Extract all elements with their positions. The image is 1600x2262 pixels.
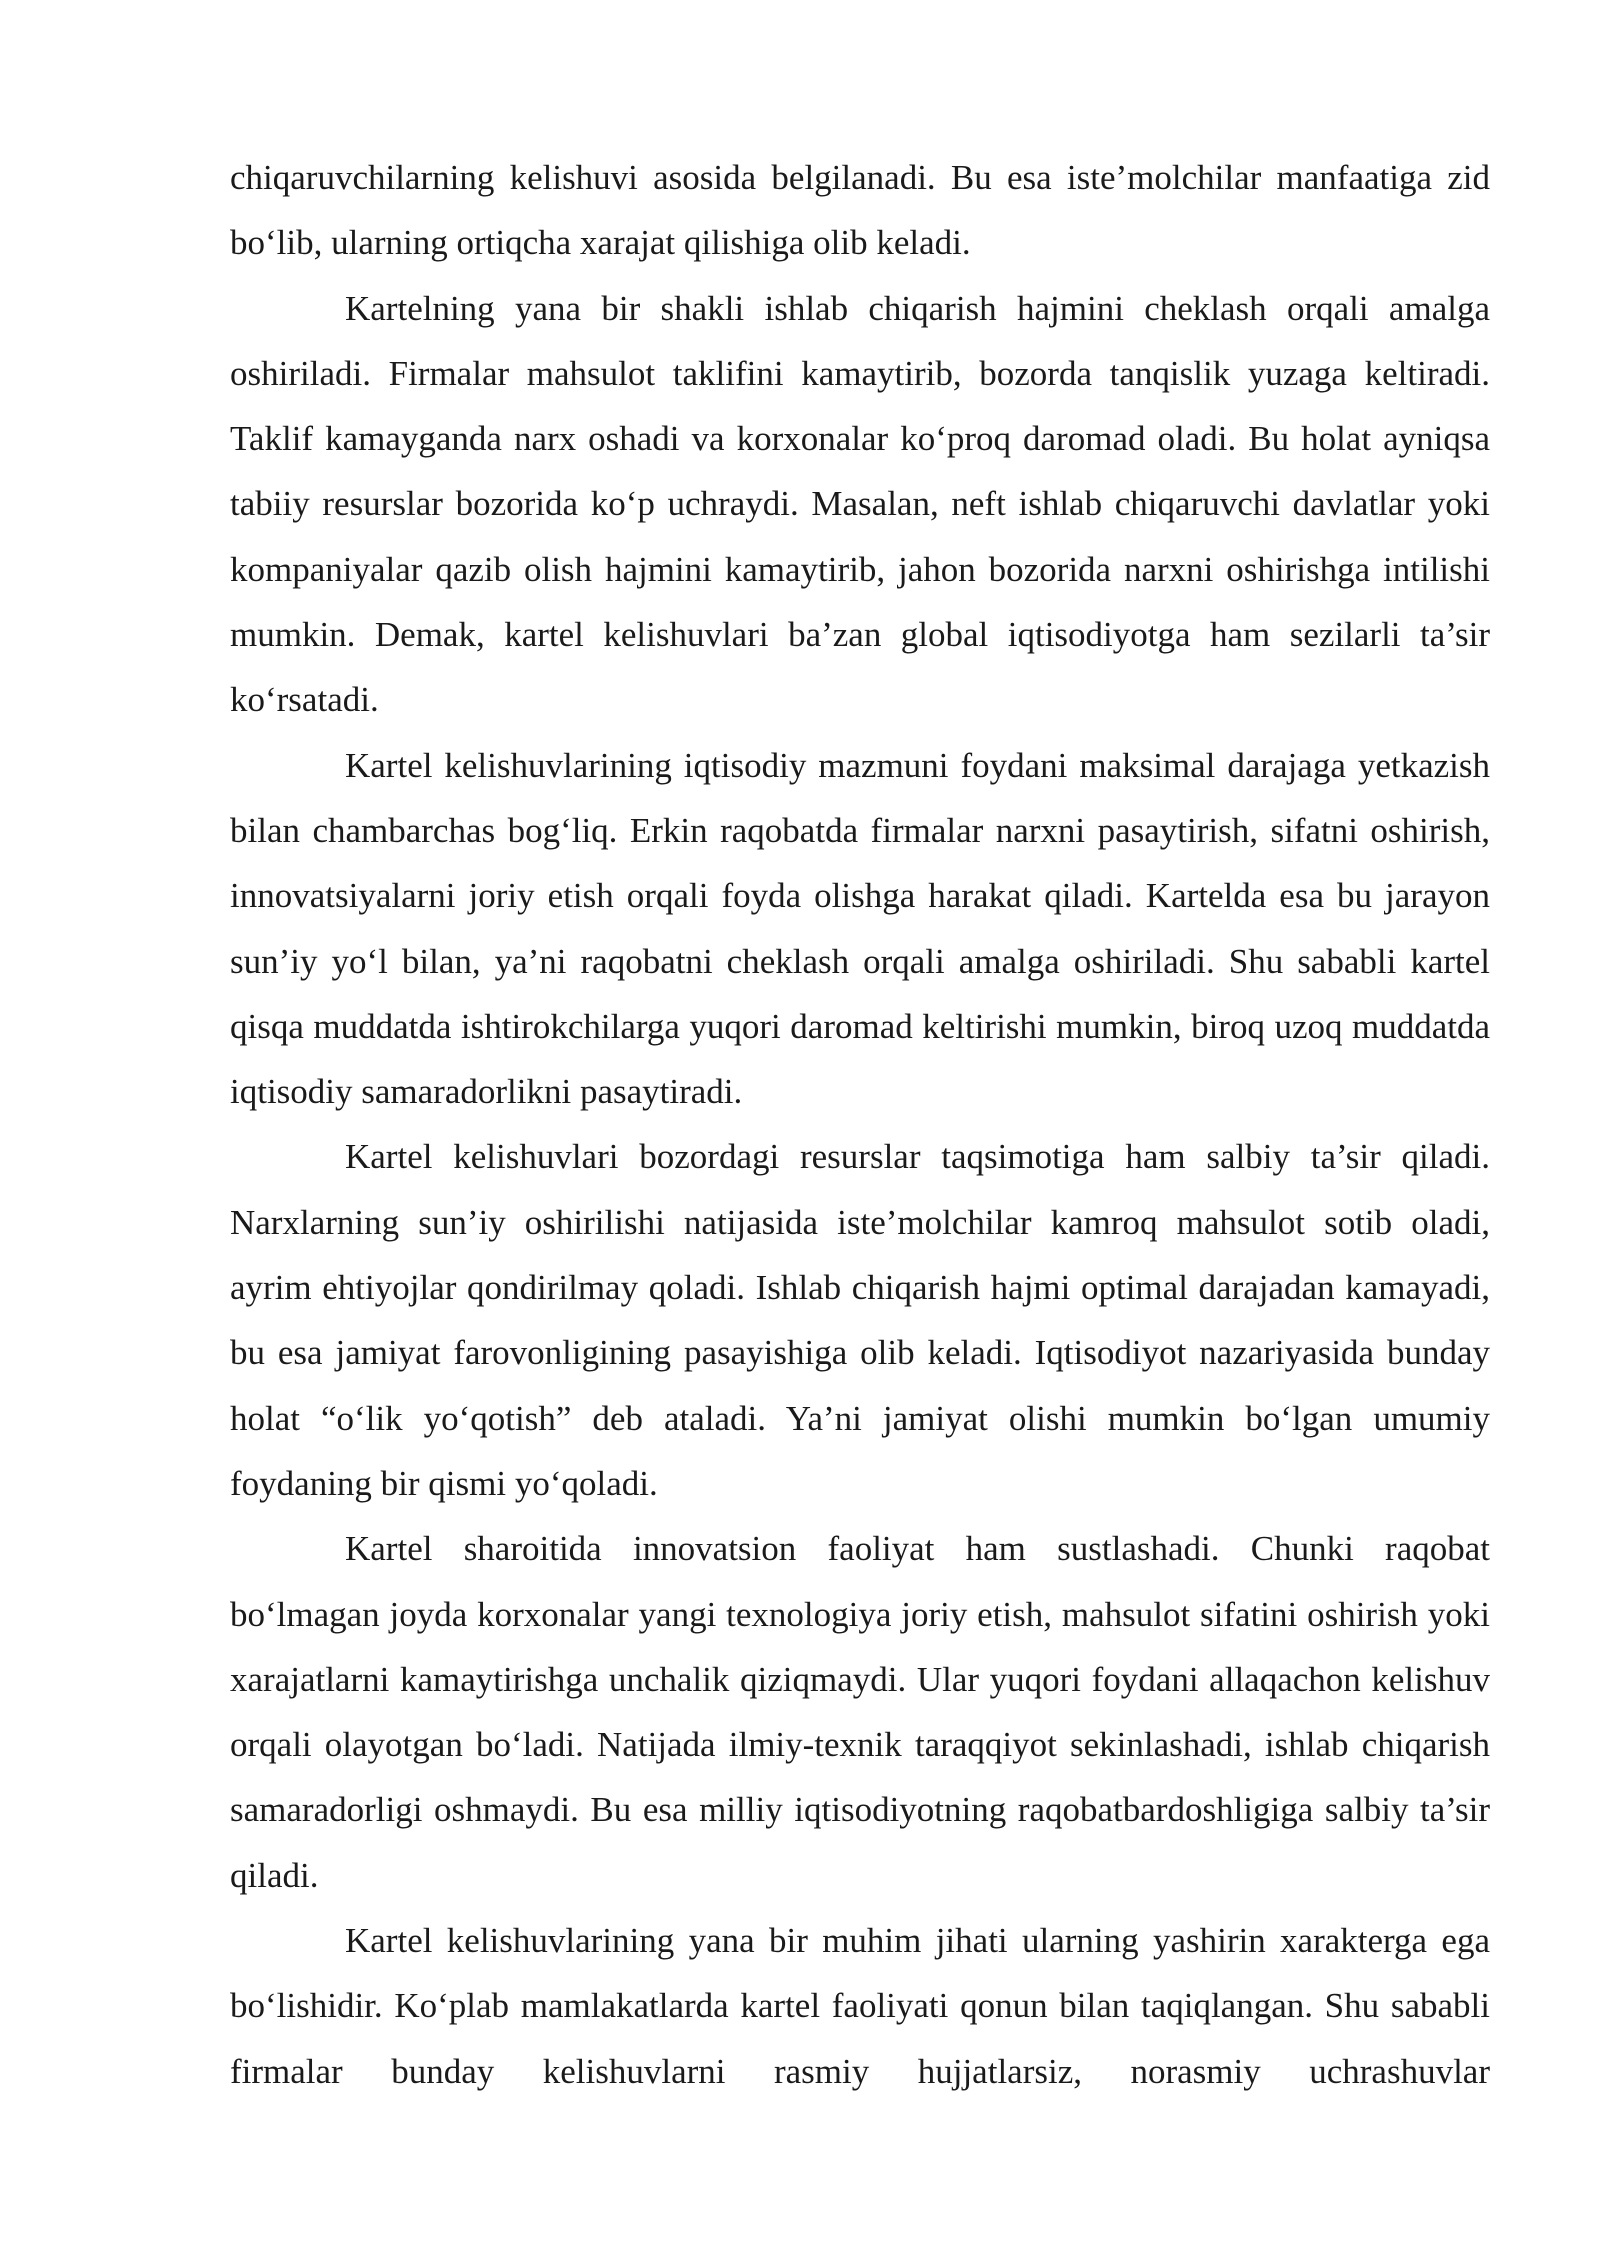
paragraph-resource-allocation: Kartel kelishuvlari bozordagi resurslar taqsimotiga ham salbiy ta’sir qiladi. Narxlarning sun’iy oshirilishi natijasida iste’molchilar kamroq mahsulot sotib oladi, ayrim ehtiyojlar qondirilmay qoladi. Ishlab chiqarish hajmi optimal darajadan kamayadi, bu esa jamiyat farovonligining pasayishiga olib keladi. Iqtisodiyot nazariyasida bunday holat “o‘lik yo‘qotish” deb ataladi. Ya’ni jamiyat olishi mumkin bo‘lgan umumiy foydaning bir qismi yo‘qoladi. <box>230 1137 1490 1503</box>
paragraph-output-restriction: Kartelning yana bir shakli ishlab chiqarish hajmini cheklash orqali amalga oshiriladi. Firmalar mahsulot taklifini kamaytirib, bozorda tanqislik yuzaga keltiradi. Taklif kamayganda narx oshadi va korxonalar ko‘proq daromad oladi. Bu holat ayniqsa tabiiy resurslar bozorida ko‘p uchraydi. Masalan, neft ishlab chiqaruvchi davlatlar yoki kompaniyalar qazib olish hajmini kamaytirib, jahon bozorida narxni oshirishga intilishi mumkin. Demak, kartel kelishuvlari ba’zan global iqtisodiyotga ham sezilarli ta’sir ko‘rsatadi. <box>230 288 1490 720</box>
paragraph-innovation: Kartel sharoitida innovatsion faoliyat ham sustlashadi. Chunki raqobat bo‘lmagan joyda korxonalar yangi texnologiya joriy etish, mahsulot sifatini oshirish yoki xarajatlarni kamaytirishga unchalik qiziqmaydi. Ular yuqori foydani allaqachon kelishuv orqali olayotgan bo‘ladi. Natijada ilmiy-texnik taraqqiyot sekinlashadi, ishlab chiqarish samaradorligi oshmaydi. Bu esa milliy iqtisodiyotning raqobatbardoshligiga salbiy ta’sir qiladi. <box>230 1529 1490 1895</box>
paragraph-continuation: chiqaruvchilarning kelishuvi asosida belgilanadi. Bu esa iste’molchilar manfaatiga zid bo‘lib, ularning ortiqcha xarajat qilishiga olib keladi. <box>230 158 1490 263</box>
body-text <box>230 145 1490 2104</box>
paragraph-economic-content: Kartel kelishuvlarining iqtisodiy mazmuni foydani maksimal darajaga yetkazish bilan chambarchas bog‘liq. Erkin raqobatda firmalar narxni pasaytirish, sifatni oshirish, innovatsiyalarni joriy etish orqali foyda olishga harakat qiladi. Kartelda esa bu jarayon sun’iy yo‘l bilan, ya’ni raqobatni cheklash orqali amalga oshiriladi. Shu sababli kartel qisqa muddatda ishtirokchilarga yuqori daromad keltirishi mumkin, biroq uzoq muddatda iqtisodiy samaradorlikni pasaytiradi. <box>230 745 1490 1112</box>
paragraph-hidden-character: Kartel kelishuvlarining yana bir muhim jihati ularning yashirin xarakterga ega bo‘lishidir. Ko‘plab mamlakatlarda kartel faoliyati qonun bilan taqiqlangan. Shu sababli firmalar bunday kelishuvlarni rasmiy hujjatlarsiz, norasmiy uchrashuvlar <box>230 1921 1490 2091</box>
